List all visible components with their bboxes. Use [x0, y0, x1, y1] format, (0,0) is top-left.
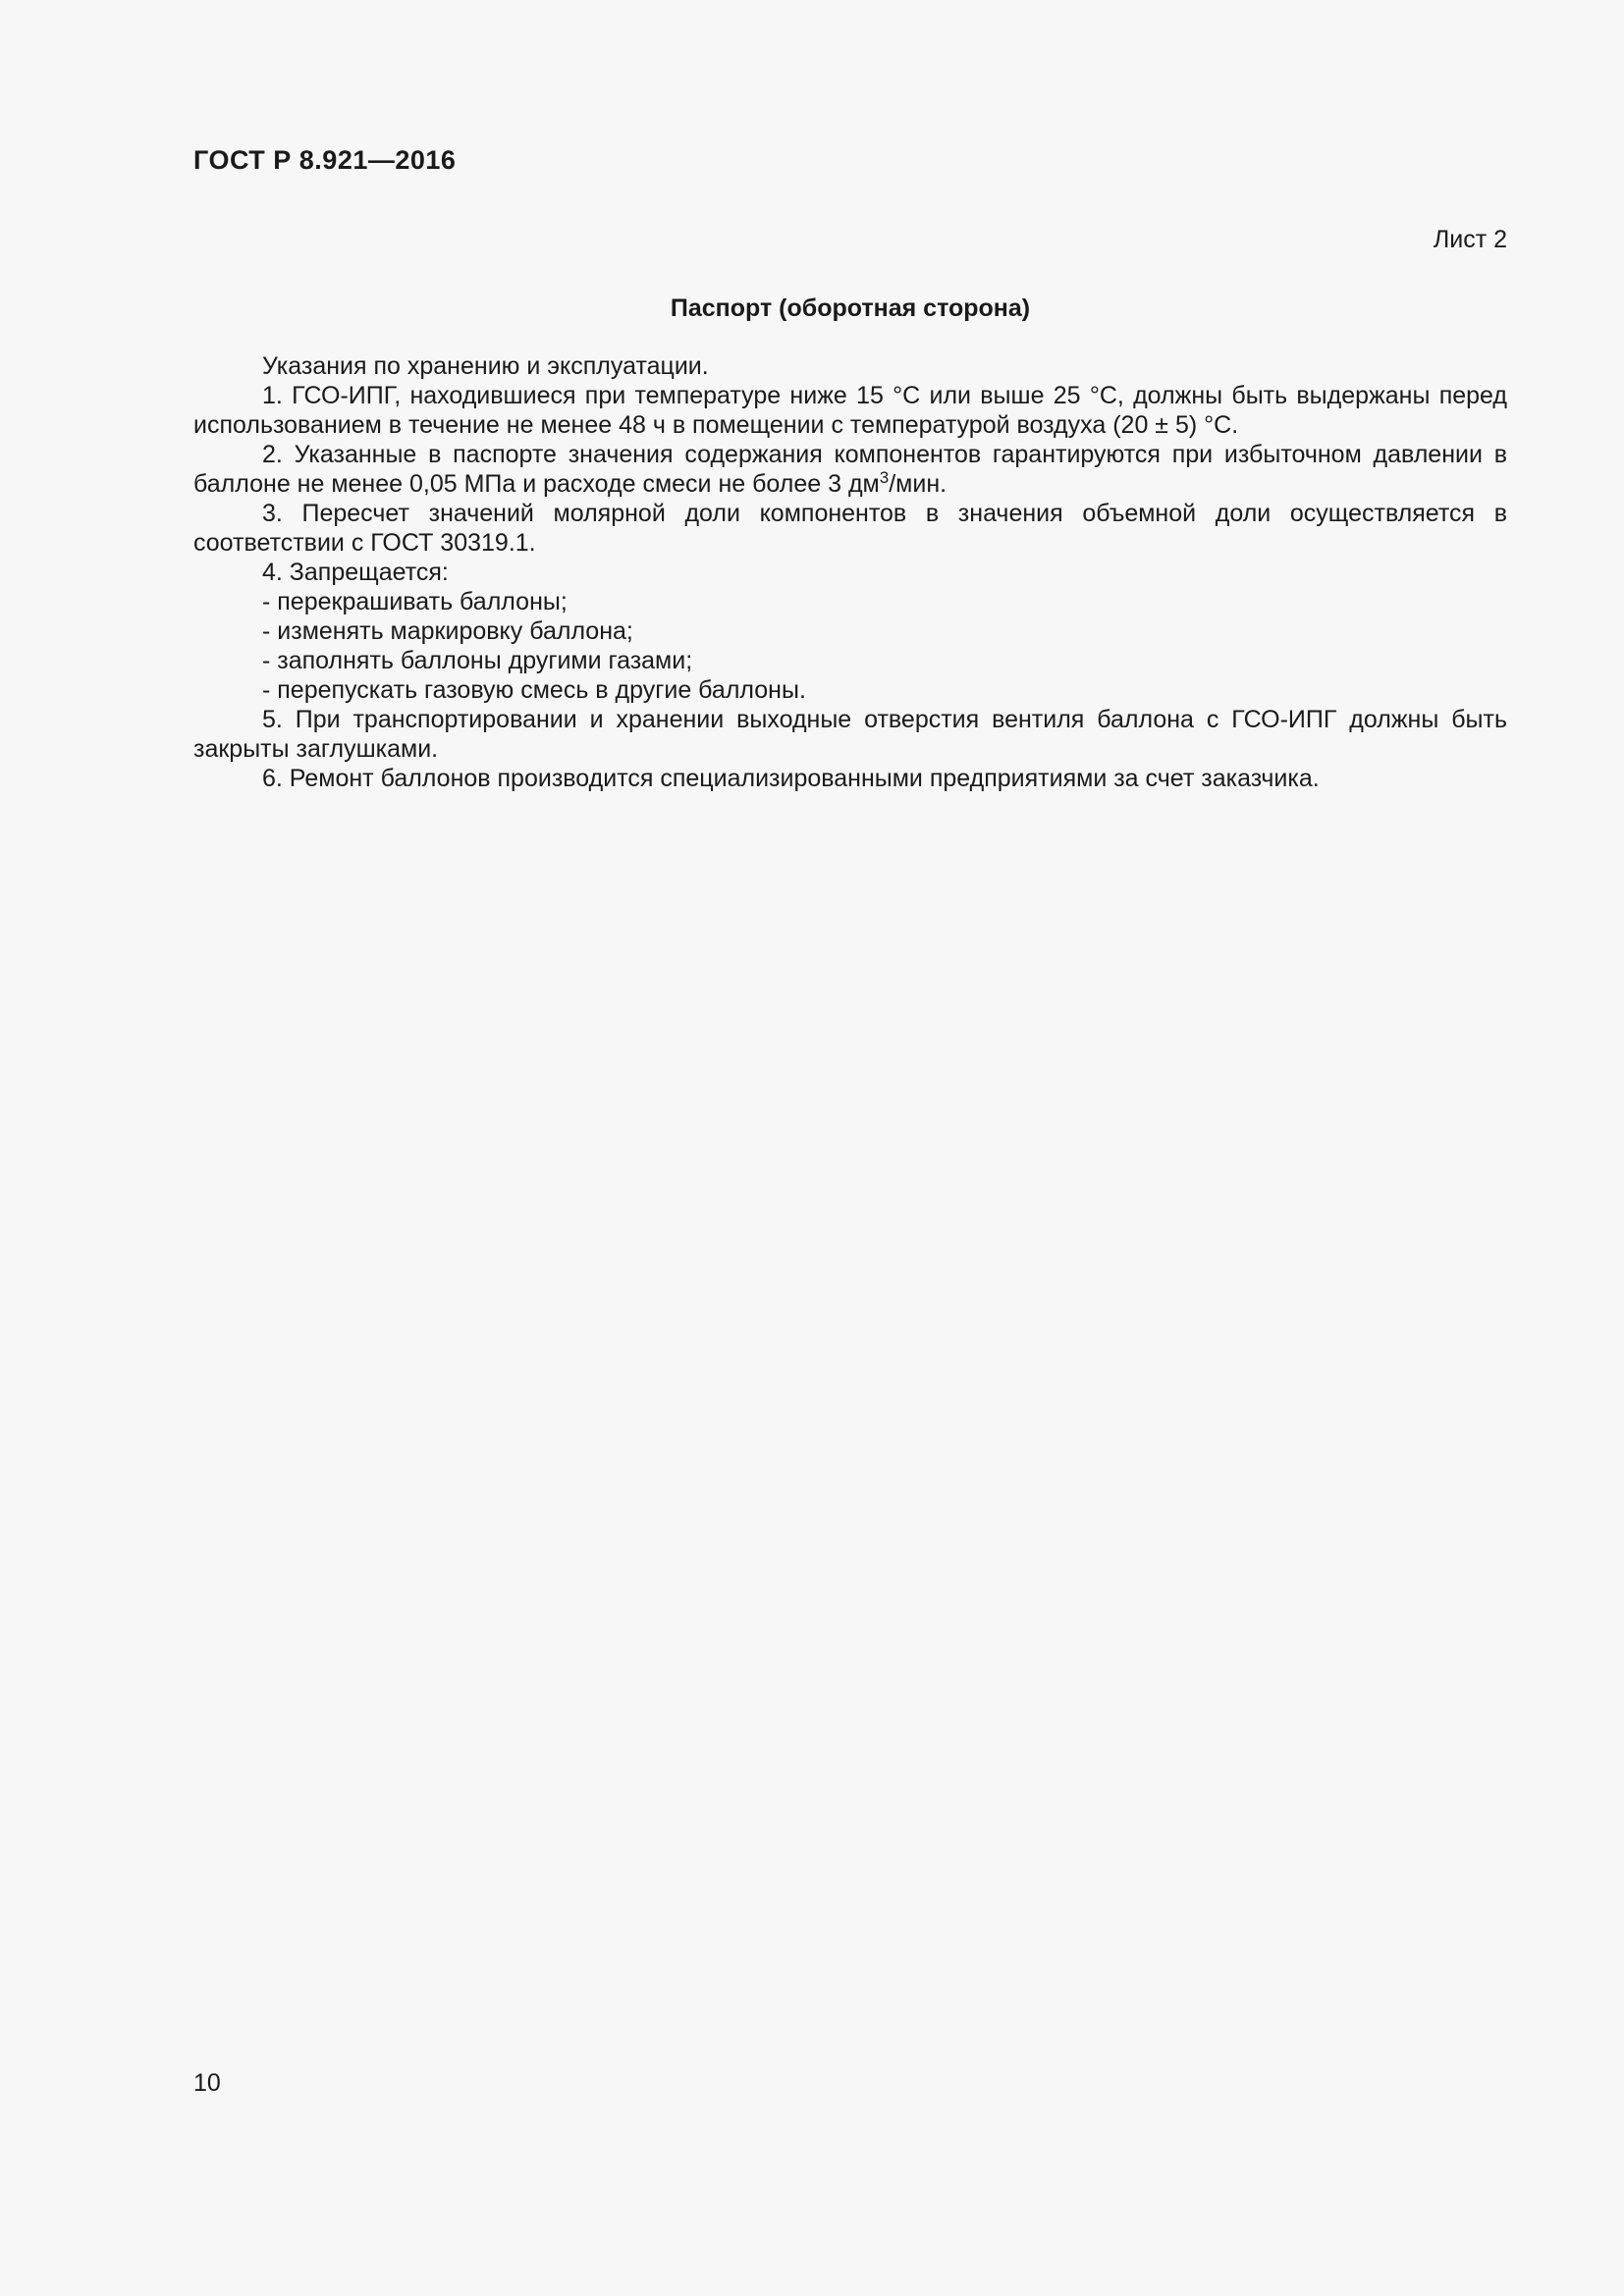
instructions-body	[193, 351, 1507, 793]
standard-code-header: ГОСТ Р 8.921—2016	[193, 145, 457, 175]
instruction-item-1: 1. ГСО-ИПГ, находившиеся при температуре ниже 15 °С или выше 25 °С, должны быть выдержаны перед использованием в течение не менее 48 ч в помещении с температурой воздуха (20 ± 5) °С.	[193, 382, 1507, 439]
instruction-item-6: 6. Ремонт баллонов производится специализированными предприятиями за счет заказчика.	[262, 765, 1320, 792]
prohibition-item-marking: - изменять маркировку баллона;	[262, 617, 633, 645]
prohibition-item-repaint: - перекрашивать баллоны;	[262, 588, 568, 615]
instruction-item-4: 4. Запрещается:	[262, 559, 449, 586]
instruction-item-2-text: 2. Указанные в паспорте значения содержания компонентов гарантируются при избыточном давлении в баллоне не менее 0,05 МПа и расходе смеси не более 3 дм	[193, 441, 1507, 498]
prohibition-item-refill: - заполнять баллоны другими газами;	[262, 647, 693, 674]
prohibition-item-transfer: - перепускать газовую смесь в другие баллоны.	[262, 676, 806, 704]
section-title: Паспорт (оборотная сторона)	[670, 294, 1031, 322]
instruction-item-3: 3. Пересчет значений молярной доли компонентов в значения объемной доли осуществляется в соответствии с ГОСТ 30319.1.	[193, 500, 1507, 557]
superscript-cubic: 3	[879, 468, 890, 487]
page-number: 10	[193, 2069, 221, 2097]
instruction-item-2	[193, 440, 1507, 499]
instruction-item-5: 5. При транспортировании и хранении выходные отверстия вентиля баллона с ГСО-ИПГ должны быть закрыты заглушками.	[193, 706, 1507, 763]
sheet-label: Лист 2	[1433, 226, 1507, 253]
instructions-intro: Указания по хранению и эксплуатации.	[262, 352, 709, 380]
instruction-item-2-unit: /мин.	[889, 470, 947, 498]
